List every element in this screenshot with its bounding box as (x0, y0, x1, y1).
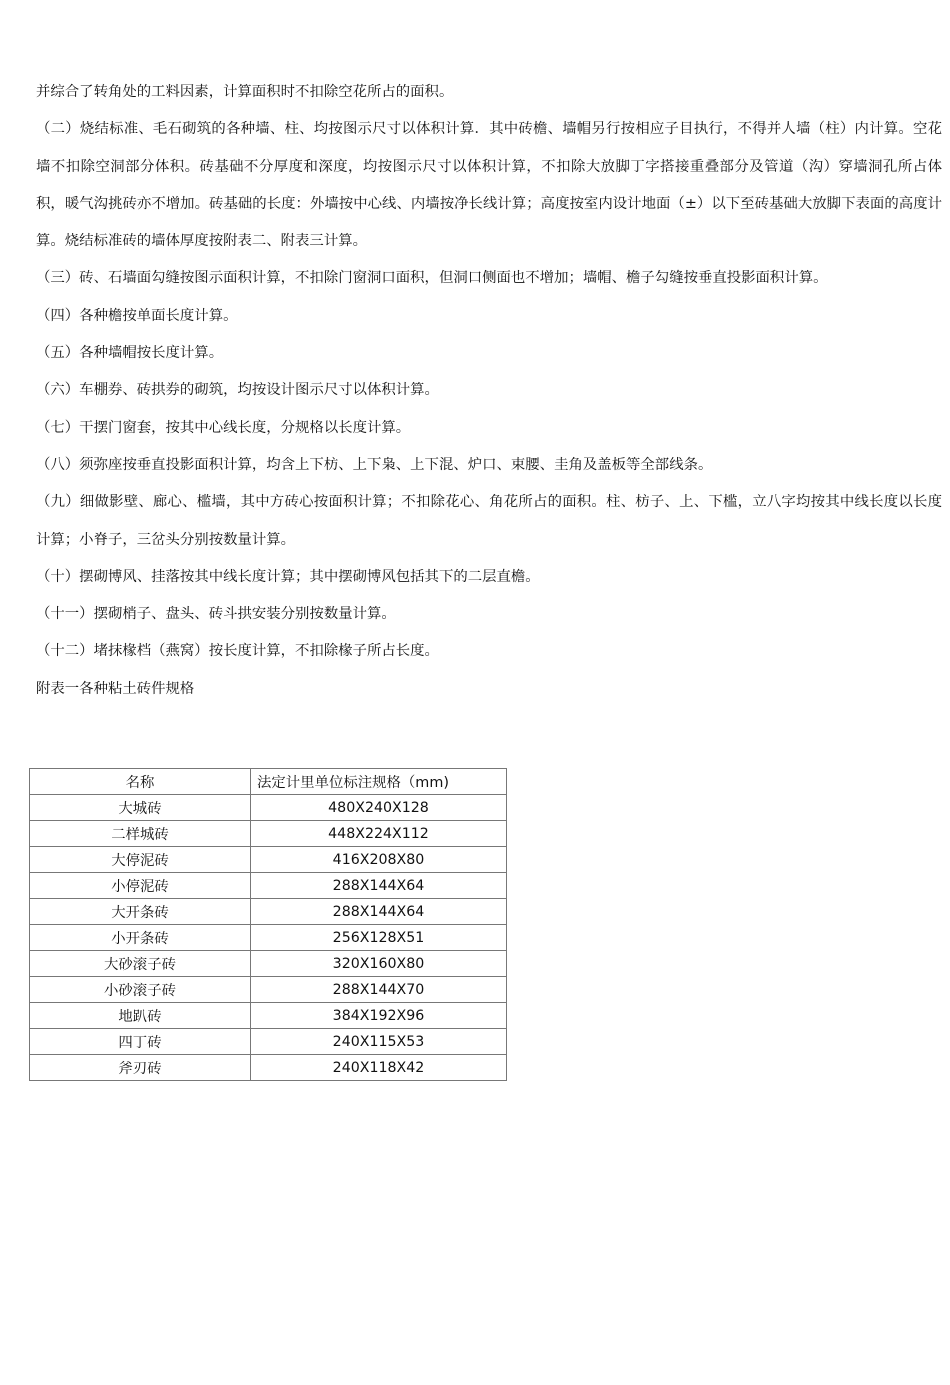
brick-name-cell: 大砂滚子砖 (30, 951, 251, 977)
paragraph-item-6: （六）车棚券、砖拱券的砌筑，均按设计图示尺寸以体积计算。 (36, 382, 439, 399)
table-row (30, 899, 507, 925)
brick-spec-table-container (29, 768, 507, 1081)
table-row (30, 821, 507, 847)
table-row (30, 1029, 507, 1055)
paragraph-item-5: （五）各种墙帽按长度计算。 (36, 345, 224, 362)
table-row (30, 925, 507, 951)
table-row (30, 1003, 507, 1029)
brick-spec-cell: 448X224X112 (251, 821, 507, 847)
brick-spec-cell: 416X208X80 (251, 847, 507, 873)
brick-spec-cell: 288X144X70 (251, 977, 507, 1003)
document-body (36, 74, 942, 708)
paragraph-item-10: （十）摆砌博风、挂落按其中线长度计算；其中摆砌博风包括其下的二层直檐。 (36, 568, 540, 585)
table-row (30, 847, 507, 873)
table-caption: 附表一各种粘土砖件规格 (36, 680, 195, 697)
table-row (30, 873, 507, 899)
brick-spec-cell: 320X160X80 (251, 951, 507, 977)
brick-spec-cell: 256X128X51 (251, 925, 507, 951)
brick-name-cell: 小停泥砖 (30, 873, 251, 899)
brick-name-cell: 小开条砖 (30, 925, 251, 951)
brick-name-cell: 大开条砖 (30, 899, 251, 925)
brick-spec-cell: 240X118X42 (251, 1055, 507, 1081)
header-spec: 法定计里单位标注规格（mm) (251, 769, 507, 795)
table-header-row (30, 769, 507, 795)
brick-name-cell: 小砂滚子砖 (30, 977, 251, 1003)
brick-spec-cell: 288X144X64 (251, 873, 507, 899)
brick-name-cell: 二样城砖 (30, 821, 251, 847)
brick-name-cell: 大城砖 (30, 795, 251, 821)
header-name: 名称 (30, 769, 251, 795)
table-row (30, 977, 507, 1003)
brick-name-cell: 斧刃砖 (30, 1055, 251, 1081)
brick-name-cell: 四丁砖 (30, 1029, 251, 1055)
brick-spec-table (29, 768, 507, 1081)
paragraph-item-4: （四）各种檐按单面长度计算。 (36, 307, 238, 324)
table-row (30, 951, 507, 977)
paragraph-item-12: （十二）堵抹椽档（燕窝）按长度计算，不扣除椽子所占长度。 (36, 643, 439, 660)
table-row (30, 1055, 507, 1081)
brick-spec-cell: 288X144X64 (251, 899, 507, 925)
brick-name-cell: 大停泥砖 (30, 847, 251, 873)
paragraph-item-11: （十一）摆砌梢子、盘头、砖斗拱安装分别按数量计算。 (36, 606, 396, 623)
paragraph-continuation: 并综合了转角处的工料因素，计算面积时不扣除空花所占的面积。 (36, 84, 454, 100)
paragraph-item-8: （八）须弥座按垂直投影面积计算，均含上下枋、上下枭、上下混、炉口、束腰、圭角及盖板等全部线条。 (36, 456, 713, 473)
table-row (30, 795, 507, 821)
paragraph-item-3: （三）砖、石墙面勾缝按图示面积计算，不扣除门窗洞口面积，但洞口侧面也不增加；墙帽、檐子勾缝按垂直投影面积计算。 (36, 270, 828, 287)
brick-spec-cell: 384X192X96 (251, 1003, 507, 1029)
paragraph-item-7: （七）干摆门窗套，按其中心线长度，分规格以长度计算。 (36, 419, 411, 436)
brick-spec-cell: 240X115X53 (251, 1029, 507, 1055)
paragraph-item-2: （二）烧结标准、毛石砌筑的各种墙、柱、均按图示尺寸以体积计算．其中砖檐、墙帽另行按相应子目执行，不得并人墙（柱）内计算。空花墙不扣除空洞部分体积。砖基础不分厚度和深度，均按图示尺寸以体积计算，不扣除大放脚丁字搭接重叠部分及管道（沟）穿墙洞孔所占体积，暖气沟挑砖亦不增加。砖基础的长度：外墙按中心线、内墙按净长线计算；高度按室内设计地面（±）以下至砖基础大放脚下表面的高度计算。烧结标准砖的墙体厚度按附表二、附表三计算。 (36, 121, 942, 250)
paragraph-item-9: （九）细做影壁、廊心、槛墙，其中方砖心按面积计算；不扣除花心、角花所占的面积。柱、枋子、上、下槛，立八字均按其中线长度以长度计算；小脊子，三岔头分别按数量计算。 (36, 494, 942, 548)
brick-name-cell: 地趴砖 (30, 1003, 251, 1029)
brick-spec-cell: 480X240X128 (251, 795, 507, 821)
